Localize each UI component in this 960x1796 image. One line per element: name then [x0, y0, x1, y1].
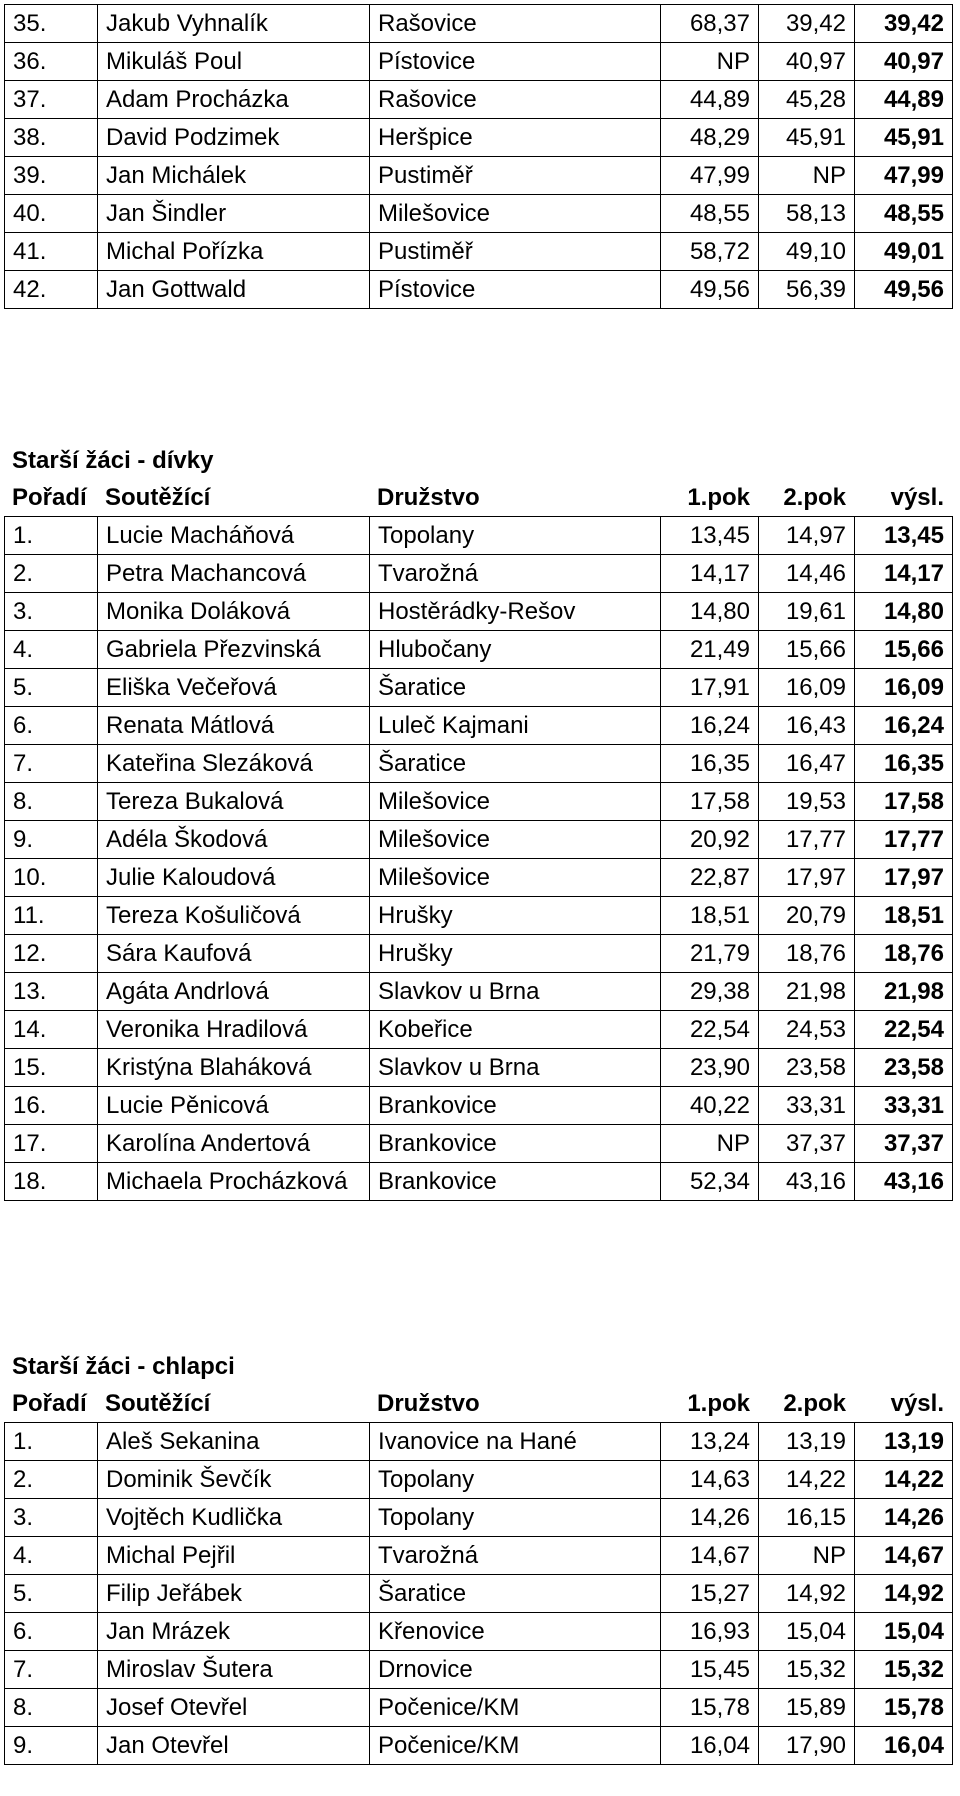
table-row: [5, 1499, 953, 1537]
cell-competitor: Lucie Pěnicová: [98, 1087, 370, 1125]
cell-result: 21,98: [855, 973, 953, 1011]
cell-competitor: Jan Otevřel: [98, 1727, 370, 1765]
cell-rank: 16.: [5, 1087, 98, 1125]
cell-result: 48,55: [855, 195, 953, 233]
cell-competitor: Kateřina Slezáková: [98, 745, 370, 783]
cell-rank: 17.: [5, 1125, 98, 1163]
cell-attempt-1: 15,78: [661, 1689, 759, 1727]
table-row: [5, 195, 953, 233]
table-row: [5, 745, 953, 783]
table-row: [5, 81, 953, 119]
table-row: [5, 1613, 953, 1651]
cell-result: 16,35: [855, 745, 953, 783]
cell-result: 45,91: [855, 119, 953, 157]
cell-competitor: Filip Jeřábek: [98, 1575, 370, 1613]
cell-attempt-1: 47,99: [661, 157, 759, 195]
table-row: [5, 233, 953, 271]
cell-attempt-2: 49,10: [759, 233, 855, 271]
cell-result: 16,04: [855, 1727, 953, 1765]
cell-team: Drnovice: [370, 1651, 661, 1689]
cell-result: 16,09: [855, 669, 953, 707]
cell-result: 22,54: [855, 1011, 953, 1049]
cell-rank: 40.: [5, 195, 98, 233]
cell-attempt-2: 18,76: [759, 935, 855, 973]
cell-rank: 5.: [5, 1575, 98, 1613]
cell-competitor: Mikuláš Poul: [98, 43, 370, 81]
cell-team: Slavkov u Brna: [370, 1049, 661, 1087]
cell-attempt-1: 22,54: [661, 1011, 759, 1049]
table-row: [5, 631, 953, 669]
table-row: [5, 1011, 953, 1049]
cell-competitor: Sára Kaufová: [98, 935, 370, 973]
cell-competitor: Adam Procházka: [98, 81, 370, 119]
cell-rank: 42.: [5, 271, 98, 309]
cell-attempt-1: 15,45: [661, 1651, 759, 1689]
cell-team: Luleč Kajmani: [370, 707, 661, 745]
table-row: [5, 707, 953, 745]
header-name: Soutěžící: [105, 484, 211, 511]
cell-attempt-1: 16,24: [661, 707, 759, 745]
cell-result: 44,89: [855, 81, 953, 119]
cell-attempt-1: 48,55: [661, 195, 759, 233]
header-row-girls: [4, 479, 952, 516]
cell-attempt-2: 19,53: [759, 783, 855, 821]
cell-competitor: Tereza Košuličová: [98, 897, 370, 935]
cell-result: 14,22: [855, 1461, 953, 1499]
cell-rank: 3.: [5, 1499, 98, 1537]
cell-rank: 7.: [5, 745, 98, 783]
table-row: [5, 1575, 953, 1613]
cell-attempt-2: 17,90: [759, 1727, 855, 1765]
cell-rank: 41.: [5, 233, 98, 271]
table-row: [5, 1537, 953, 1575]
cell-rank: 1.: [5, 517, 98, 555]
cell-attempt-1: 14,80: [661, 593, 759, 631]
cell-competitor: Jan Mrázek: [98, 1613, 370, 1651]
cell-team: Hostěrádky-Rešov: [370, 593, 661, 631]
table-row: [5, 593, 953, 631]
cell-attempt-1: NP: [661, 43, 759, 81]
cell-result: 13,45: [855, 517, 953, 555]
cell-attempt-2: 24,53: [759, 1011, 855, 1049]
cell-attempt-1: 21,79: [661, 935, 759, 973]
cell-competitor: Julie Kaloudová: [98, 859, 370, 897]
cell-result: 14,67: [855, 1537, 953, 1575]
cell-attempt-2: 45,28: [759, 81, 855, 119]
table-row: [5, 783, 953, 821]
cell-team: Rašovice: [370, 5, 661, 43]
cell-attempt-1: 16,93: [661, 1613, 759, 1651]
cell-attempt-1: NP: [661, 1125, 759, 1163]
cell-attempt-1: 14,67: [661, 1537, 759, 1575]
cell-attempt-1: 20,92: [661, 821, 759, 859]
cell-competitor: Petra Machancová: [98, 555, 370, 593]
table-row: [5, 1087, 953, 1125]
cell-attempt-2: 16,43: [759, 707, 855, 745]
cell-result: 13,19: [855, 1423, 953, 1461]
cell-competitor: Karolína Andertová: [98, 1125, 370, 1163]
cell-team: Šaratice: [370, 669, 661, 707]
header-attempt-1: 1.pok: [687, 484, 750, 511]
cell-result: 18,76: [855, 935, 953, 973]
header-attempt-1: 1.pok: [687, 1390, 750, 1417]
cell-attempt-1: 21,49: [661, 631, 759, 669]
cell-attempt-1: 40,22: [661, 1087, 759, 1125]
table-row: [5, 1689, 953, 1727]
cell-team: Slavkov u Brna: [370, 973, 661, 1011]
cell-team: Heršpice: [370, 119, 661, 157]
cell-attempt-2: 14,46: [759, 555, 855, 593]
cell-attempt-2: 17,97: [759, 859, 855, 897]
cell-team: Topolany: [370, 517, 661, 555]
cell-rank: 6.: [5, 707, 98, 745]
cell-attempt-2: 56,39: [759, 271, 855, 309]
cell-rank: 4.: [5, 631, 98, 669]
table-row: [5, 271, 953, 309]
cell-competitor: Dominik Ševčík: [98, 1461, 370, 1499]
cell-team: Pístovice: [370, 271, 661, 309]
cell-rank: 8.: [5, 783, 98, 821]
cell-competitor: Monika Doláková: [98, 593, 370, 631]
cell-result: 33,31: [855, 1087, 953, 1125]
cell-rank: 38.: [5, 119, 98, 157]
header-row-boys: [4, 1385, 952, 1422]
cell-attempt-1: 18,51: [661, 897, 759, 935]
cell-attempt-1: 48,29: [661, 119, 759, 157]
table-row: [5, 669, 953, 707]
cell-attempt-1: 44,89: [661, 81, 759, 119]
cell-rank: 13.: [5, 973, 98, 1011]
cell-rank: 9.: [5, 821, 98, 859]
cell-attempt-1: 13,24: [661, 1423, 759, 1461]
cell-result: 14,26: [855, 1499, 953, 1537]
cell-team: Tvarožná: [370, 1537, 661, 1575]
header-attempt-2: 2.pok: [783, 1390, 846, 1417]
cell-rank: 12.: [5, 935, 98, 973]
table-row: [5, 1461, 953, 1499]
table-header: [4, 1385, 952, 1422]
cell-competitor: Lucie Macháňová: [98, 517, 370, 555]
cell-competitor: Michal Pořízka: [98, 233, 370, 271]
cell-result: 17,58: [855, 783, 953, 821]
table-row: [5, 1727, 953, 1765]
cell-rank: 14.: [5, 1011, 98, 1049]
cell-team: Milešovice: [370, 783, 661, 821]
cell-attempt-2: NP: [759, 1537, 855, 1575]
cell-result: 15,78: [855, 1689, 953, 1727]
cell-team: Kobeřice: [370, 1011, 661, 1049]
cell-team: Topolany: [370, 1499, 661, 1537]
cell-team: Počenice/KM: [370, 1689, 661, 1727]
cell-attempt-2: 14,97: [759, 517, 855, 555]
cell-attempt-1: 17,91: [661, 669, 759, 707]
cell-attempt-2: 15,32: [759, 1651, 855, 1689]
table-row: [5, 119, 953, 157]
cell-result: 23,58: [855, 1049, 953, 1087]
cell-rank: 15.: [5, 1049, 98, 1087]
table-row: [5, 43, 953, 81]
table-row: [5, 1049, 953, 1087]
cell-team: Rašovice: [370, 81, 661, 119]
table-row: [5, 1163, 953, 1201]
header-result: výsl.: [890, 1390, 944, 1417]
cell-competitor: Josef Otevřel: [98, 1689, 370, 1727]
cell-team: Milešovice: [370, 859, 661, 897]
cell-rank: 4.: [5, 1537, 98, 1575]
cell-attempt-2: 14,92: [759, 1575, 855, 1613]
cell-rank: 39.: [5, 157, 98, 195]
header-rank: Pořadí: [12, 1390, 87, 1417]
cell-result: 49,01: [855, 233, 953, 271]
header-team: Družstvo: [377, 484, 480, 511]
cell-attempt-1: 29,38: [661, 973, 759, 1011]
section-title-girls: Starší žáci - dívky: [12, 447, 214, 474]
cell-rank: 8.: [5, 1689, 98, 1727]
cell-attempt-1: 23,90: [661, 1049, 759, 1087]
cell-result: 47,99: [855, 157, 953, 195]
cell-team: Brankovice: [370, 1087, 661, 1125]
cell-attempt-1: 17,58: [661, 783, 759, 821]
cell-team: Milešovice: [370, 821, 661, 859]
cell-attempt-2: 40,97: [759, 43, 855, 81]
cell-competitor: Eliška Večeřová: [98, 669, 370, 707]
cell-attempt-2: 45,91: [759, 119, 855, 157]
cell-attempt-2: 33,31: [759, 1087, 855, 1125]
table-row: [5, 859, 953, 897]
cell-competitor: Kristýna Blaháková: [98, 1049, 370, 1087]
cell-team: Křenovice: [370, 1613, 661, 1651]
cell-attempt-2: 16,09: [759, 669, 855, 707]
cell-attempt-2: 19,61: [759, 593, 855, 631]
cell-attempt-1: 49,56: [661, 271, 759, 309]
cell-attempt-2: 16,15: [759, 1499, 855, 1537]
cell-rank: 2.: [5, 1461, 98, 1499]
cell-result: 43,16: [855, 1163, 953, 1201]
cell-attempt-1: 14,63: [661, 1461, 759, 1499]
table-row: [5, 935, 953, 973]
cell-competitor: Michal Pejřil: [98, 1537, 370, 1575]
cell-attempt-2: 17,77: [759, 821, 855, 859]
cell-attempt-1: 14,17: [661, 555, 759, 593]
cell-result: 37,37: [855, 1125, 953, 1163]
cell-attempt-2: 15,04: [759, 1613, 855, 1651]
cell-competitor: Aleš Sekanina: [98, 1423, 370, 1461]
cell-team: Pustiměř: [370, 157, 661, 195]
cell-rank: 3.: [5, 593, 98, 631]
cell-rank: 5.: [5, 669, 98, 707]
cell-rank: 35.: [5, 5, 98, 43]
cell-attempt-1: 16,35: [661, 745, 759, 783]
cell-competitor: Vojtěch Kudlička: [98, 1499, 370, 1537]
header-attempt-2: 2.pok: [783, 484, 846, 511]
cell-attempt-2: 37,37: [759, 1125, 855, 1163]
table-row: [5, 1423, 953, 1461]
cell-attempt-1: 14,26: [661, 1499, 759, 1537]
cell-competitor: David Podzimek: [98, 119, 370, 157]
cell-attempt-2: 58,13: [759, 195, 855, 233]
cell-rank: 2.: [5, 555, 98, 593]
cell-attempt-2: 39,42: [759, 5, 855, 43]
cell-team: Tvarožná: [370, 555, 661, 593]
cell-team: Hlubočany: [370, 631, 661, 669]
cell-result: 18,51: [855, 897, 953, 935]
cell-rank: 7.: [5, 1651, 98, 1689]
results-table-girls: [4, 516, 953, 1201]
table-row: [5, 1125, 953, 1163]
cell-result: 14,80: [855, 593, 953, 631]
cell-team: Pustiměř: [370, 233, 661, 271]
table-row: [5, 1651, 953, 1689]
table-header: [4, 479, 952, 516]
cell-competitor: Jan Šindler: [98, 195, 370, 233]
cell-attempt-2: NP: [759, 157, 855, 195]
cell-competitor: Agáta Andrlová: [98, 973, 370, 1011]
cell-team: Pístovice: [370, 43, 661, 81]
cell-competitor: Jan Michálek: [98, 157, 370, 195]
cell-rank: 1.: [5, 1423, 98, 1461]
results-table-previous: [4, 4, 953, 309]
cell-attempt-2: 15,66: [759, 631, 855, 669]
cell-rank: 18.: [5, 1163, 98, 1201]
table-row: [5, 973, 953, 1011]
cell-result: 15,66: [855, 631, 953, 669]
cell-team: Topolany: [370, 1461, 661, 1499]
cell-competitor: Jakub Vyhnalík: [98, 5, 370, 43]
cell-attempt-1: 15,27: [661, 1575, 759, 1613]
cell-attempt-2: 43,16: [759, 1163, 855, 1201]
cell-result: 17,97: [855, 859, 953, 897]
cell-attempt-2: 15,89: [759, 1689, 855, 1727]
cell-team: Počenice/KM: [370, 1727, 661, 1765]
cell-result: 16,24: [855, 707, 953, 745]
cell-rank: 10.: [5, 859, 98, 897]
cell-attempt-1: 68,37: [661, 5, 759, 43]
cell-competitor: Miroslav Šutera: [98, 1651, 370, 1689]
cell-result: 14,17: [855, 555, 953, 593]
cell-attempt-2: 20,79: [759, 897, 855, 935]
cell-attempt-2: 14,22: [759, 1461, 855, 1499]
cell-result: 40,97: [855, 43, 953, 81]
cell-team: Brankovice: [370, 1163, 661, 1201]
cell-attempt-1: 13,45: [661, 517, 759, 555]
cell-team: Hrušky: [370, 897, 661, 935]
cell-result: 15,04: [855, 1613, 953, 1651]
cell-result: 17,77: [855, 821, 953, 859]
cell-attempt-1: 52,34: [661, 1163, 759, 1201]
section-title-boys: Starší žáci - chlapci: [12, 1353, 235, 1380]
cell-rank: 11.: [5, 897, 98, 935]
table-row: [5, 5, 953, 43]
cell-competitor: Michaela Procházková: [98, 1163, 370, 1201]
cell-team: Milešovice: [370, 195, 661, 233]
table-row: [5, 157, 953, 195]
cell-competitor: Veronika Hradilová: [98, 1011, 370, 1049]
cell-competitor: Gabriela Přezvinská: [98, 631, 370, 669]
cell-team: Hrušky: [370, 935, 661, 973]
cell-competitor: Jan Gottwald: [98, 271, 370, 309]
cell-rank: 6.: [5, 1613, 98, 1651]
cell-attempt-2: 21,98: [759, 973, 855, 1011]
cell-attempt-2: 13,19: [759, 1423, 855, 1461]
cell-result: 15,32: [855, 1651, 953, 1689]
header-name: Soutěžící: [105, 1390, 211, 1417]
cell-result: 49,56: [855, 271, 953, 309]
results-table-boys: [4, 1422, 953, 1765]
cell-rank: 36.: [5, 43, 98, 81]
table-row: [5, 555, 953, 593]
cell-competitor: Renata Mátlová: [98, 707, 370, 745]
cell-attempt-2: 23,58: [759, 1049, 855, 1087]
table-row: [5, 821, 953, 859]
cell-attempt-1: 16,04: [661, 1727, 759, 1765]
header-rank: Pořadí: [12, 484, 87, 511]
cell-attempt-2: 16,47: [759, 745, 855, 783]
cell-team: Šaratice: [370, 745, 661, 783]
table-row: [5, 517, 953, 555]
cell-result: 39,42: [855, 5, 953, 43]
cell-competitor: Tereza Bukalová: [98, 783, 370, 821]
header-result: výsl.: [890, 484, 944, 511]
cell-team: Šaratice: [370, 1575, 661, 1613]
cell-attempt-1: 22,87: [661, 859, 759, 897]
cell-competitor: Adéla Škodová: [98, 821, 370, 859]
cell-attempt-1: 58,72: [661, 233, 759, 271]
cell-rank: 37.: [5, 81, 98, 119]
cell-team: Brankovice: [370, 1125, 661, 1163]
cell-rank: 9.: [5, 1727, 98, 1765]
table-row: [5, 897, 953, 935]
cell-team: Ivanovice na Hané: [370, 1423, 661, 1461]
cell-result: 14,92: [855, 1575, 953, 1613]
header-team: Družstvo: [377, 1390, 480, 1417]
